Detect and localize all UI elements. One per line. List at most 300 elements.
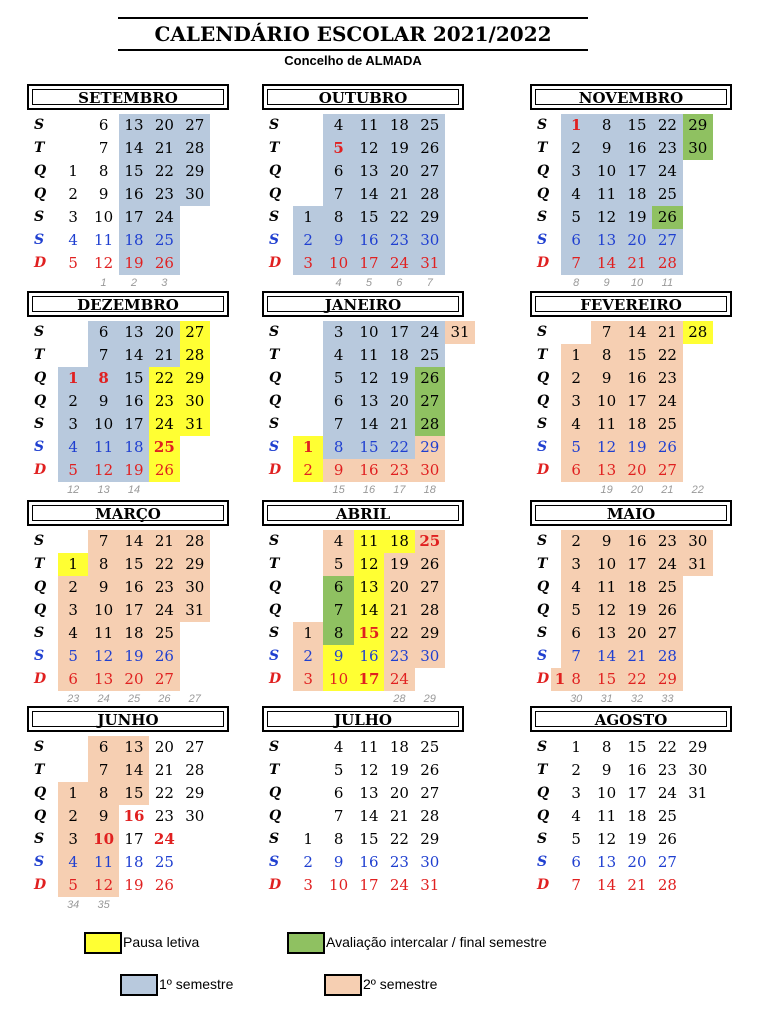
- day-cell: 16: [354, 459, 384, 482]
- weekday-row: [535, 874, 713, 897]
- week-number: 23: [67, 693, 80, 705]
- day-cell: 10: [88, 599, 118, 622]
- day-cell: 29: [688, 738, 708, 756]
- day-cell: 12: [354, 367, 384, 390]
- weekday-label: D: [269, 255, 282, 271]
- month-header: [530, 706, 732, 732]
- day-cell: 12: [94, 254, 114, 272]
- day-cell: 5: [571, 830, 581, 848]
- legend-label-second-semester: 2º semestre: [363, 976, 438, 992]
- day-cell: 25: [657, 807, 677, 825]
- day-cell: [293, 553, 323, 576]
- weekday-label: S: [269, 854, 280, 870]
- weekday-label: D: [34, 877, 47, 893]
- day-cell: 27: [652, 229, 682, 252]
- weekday-label: Q: [34, 370, 47, 386]
- day-cell: 18: [384, 344, 414, 367]
- weekday-row: [535, 344, 713, 367]
- day-cell: 3: [303, 876, 313, 894]
- day-cell: 24: [149, 599, 179, 622]
- day-cell: [180, 206, 210, 229]
- day-cell: 22: [149, 160, 179, 183]
- day-cell: 5: [68, 254, 78, 272]
- day-cell: 10: [94, 208, 114, 226]
- day-cell: 9: [333, 853, 344, 871]
- weekday-row: [267, 229, 445, 252]
- day-cell: 15: [354, 622, 384, 645]
- day-cell: 3: [561, 553, 591, 576]
- day-cell: 16: [622, 137, 652, 160]
- week-number: [58, 275, 88, 291]
- month-header: [262, 706, 464, 732]
- month-header: [262, 84, 464, 110]
- week-numbers: [267, 691, 445, 707]
- day-cell: 30: [180, 183, 210, 206]
- week-number: [323, 691, 353, 707]
- day-cell: 24: [415, 321, 445, 344]
- day-cell: [293, 367, 323, 390]
- month-name: ABRIL: [335, 505, 391, 523]
- day-cell: 25: [415, 530, 445, 553]
- day-cell: 29: [415, 436, 445, 459]
- day-cell: 31: [683, 553, 713, 576]
- day-cell: 27: [185, 738, 205, 756]
- day-cell: 10: [329, 876, 349, 894]
- week-numbers: [535, 691, 713, 707]
- day-cell: 7: [561, 645, 591, 668]
- day-cell: 28: [415, 599, 445, 622]
- day-cell: 21: [154, 761, 174, 779]
- weekday-row: [267, 553, 445, 576]
- day-cell: 21: [652, 321, 682, 344]
- weekday-row: [32, 874, 210, 897]
- day-cell: 25: [652, 183, 682, 206]
- day-cell: 1: [293, 622, 323, 645]
- day-cell: 11: [359, 738, 379, 756]
- day-cell: 14: [119, 137, 149, 160]
- day-cell: 19: [384, 367, 414, 390]
- day-cell: [683, 229, 713, 252]
- weekday-label: T: [537, 556, 548, 572]
- week-number: 4: [335, 277, 342, 289]
- day-cell: 22: [389, 830, 409, 848]
- day-cell: 5: [333, 761, 344, 779]
- day-cell: 18: [384, 114, 414, 137]
- weekday-label: D: [537, 255, 550, 271]
- day-cell: 31: [420, 876, 440, 894]
- weekday-label: D: [269, 877, 282, 893]
- weekday-label: T: [269, 347, 280, 363]
- day-cell: [293, 183, 323, 206]
- day-cell: 16: [123, 807, 145, 825]
- day-cell: 24: [149, 206, 179, 229]
- day-cell: 26: [415, 553, 445, 576]
- day-cell: 5: [561, 436, 591, 459]
- weekday-label: S: [537, 831, 548, 847]
- weekday-label: S: [34, 209, 45, 225]
- day-cell: 3: [58, 828, 88, 851]
- weekday-row: [535, 805, 713, 828]
- weekday-label: S: [34, 416, 45, 432]
- day-cell: 15: [622, 344, 652, 367]
- week-numbers: [32, 691, 210, 707]
- day-cell: 18: [389, 738, 409, 756]
- day-cell: 12: [88, 459, 118, 482]
- day-cell: 5: [58, 459, 88, 482]
- month-days-grid: [535, 736, 713, 913]
- weekday-row: [32, 736, 210, 759]
- weekday-label: Q: [537, 163, 550, 179]
- day-cell: 19: [627, 830, 647, 848]
- day-cell: 23: [652, 530, 682, 553]
- day-cell: 3: [561, 160, 591, 183]
- day-cell: 8: [561, 668, 591, 691]
- day-cell: 20: [384, 576, 414, 599]
- day-cell: 2: [58, 805, 88, 828]
- day-cell: 19: [119, 252, 149, 275]
- day-cell: 14: [354, 183, 384, 206]
- weekday-row: [267, 530, 445, 553]
- day-cell: 20: [627, 853, 647, 871]
- week-number: 31: [600, 693, 613, 705]
- day-cell: 15: [119, 553, 149, 576]
- weekday-label: Q: [269, 393, 282, 409]
- day-cell: 6: [323, 576, 353, 599]
- weekday-label: Q: [537, 602, 550, 618]
- month-header: [530, 500, 732, 526]
- week-number: 9: [603, 277, 610, 289]
- weekday-row: [32, 137, 210, 160]
- day-cell: 10: [591, 390, 621, 413]
- day-cell: [293, 413, 323, 436]
- day-cell: [683, 459, 713, 482]
- day-cell: 15: [622, 114, 652, 137]
- day-cell: 6: [561, 622, 591, 645]
- day-cell: 13: [354, 390, 384, 413]
- day-cell: 22: [384, 206, 414, 229]
- day-cell: 9: [88, 805, 118, 828]
- day-cell: 20: [622, 229, 652, 252]
- weekday-label: Q: [34, 579, 47, 595]
- month-header: [27, 84, 229, 110]
- day-cell: 7: [98, 139, 109, 157]
- day-cell: 30: [415, 229, 445, 252]
- weekday-label: S: [34, 439, 45, 455]
- day-cell: 30: [688, 761, 708, 779]
- day-cell: 13: [354, 576, 384, 599]
- day-cell: 19: [384, 137, 414, 160]
- page-title: CALENDÁRIO ESCOLAR 2021/2022: [154, 22, 552, 46]
- day-cell: 24: [652, 390, 682, 413]
- day-cell: 3: [571, 784, 581, 802]
- month-days-grid: [535, 321, 713, 498]
- day-cell: 12: [354, 553, 384, 576]
- weekday-row: [267, 206, 445, 229]
- day-cell: 14: [622, 321, 652, 344]
- week-number: 14: [127, 484, 141, 496]
- day-cell: 19: [622, 436, 652, 459]
- day-cell: 13: [591, 622, 621, 645]
- month-header: [530, 291, 732, 317]
- weekday-label: T: [269, 140, 280, 156]
- day-cell: 8: [88, 367, 118, 390]
- weekday-label: S: [537, 739, 548, 755]
- day-cell: [180, 459, 210, 482]
- weekday-label: Q: [537, 785, 550, 801]
- weekday-row: [535, 782, 713, 805]
- day-cell: 13: [88, 668, 118, 691]
- weekday-label: S: [537, 439, 548, 455]
- day-cell: 22: [652, 344, 682, 367]
- weekday-row: [32, 344, 210, 367]
- day-cell: 8: [323, 436, 353, 459]
- week-number: 2: [130, 277, 138, 289]
- weekday-label: S: [537, 232, 548, 248]
- day-cell: [683, 622, 713, 645]
- weekday-row: [535, 183, 713, 206]
- day-cell: 12: [88, 874, 118, 897]
- day-cell: 28: [180, 530, 210, 553]
- weekday-label: Q: [34, 163, 47, 179]
- day-cell: 14: [591, 252, 621, 275]
- month-days-grid: [267, 321, 445, 498]
- weekday-label: S: [34, 739, 45, 755]
- day-cell: 22: [652, 114, 682, 137]
- day-cell: 7: [333, 807, 344, 825]
- day-cell: 6: [98, 116, 109, 134]
- week-numbers: [32, 897, 210, 913]
- weekday-label: D: [34, 462, 47, 478]
- day-cell: 5: [323, 553, 353, 576]
- weekday-row: [267, 183, 445, 206]
- day-cell: 29: [180, 553, 210, 576]
- weekday-label: Q: [537, 370, 550, 386]
- weekday-label: S: [34, 324, 45, 340]
- weekday-row: [267, 413, 445, 436]
- weekday-row: [535, 436, 713, 459]
- day-cell: 2: [58, 390, 88, 413]
- day-cell: 6: [571, 853, 581, 871]
- weekday-label: S: [269, 416, 280, 432]
- day-cell: 1: [571, 738, 581, 756]
- day-cell: 27: [415, 160, 445, 183]
- weekday-label: Q: [269, 808, 282, 824]
- day-cell: [180, 252, 210, 275]
- day-cell: 6: [333, 784, 344, 802]
- day-cell: 10: [591, 553, 621, 576]
- month-header: [262, 291, 464, 317]
- month-days-grid: [267, 114, 445, 291]
- weekday-row: [535, 759, 713, 782]
- day-cell: 24: [384, 668, 414, 691]
- day-cell: 19: [384, 553, 414, 576]
- day-cell: [561, 321, 591, 344]
- weekday-row: [32, 759, 210, 782]
- day-cell: 8: [601, 738, 612, 756]
- day-cell: [683, 436, 713, 459]
- week-number: 17: [393, 484, 406, 496]
- day-cell: 17: [119, 206, 149, 229]
- day-cell: 13: [119, 114, 149, 137]
- day-cell: 10: [591, 160, 621, 183]
- day-cell: 1: [303, 830, 313, 848]
- week-number: 29: [423, 693, 436, 705]
- day-cell: [58, 344, 88, 367]
- day-cell: 10: [354, 321, 384, 344]
- weekday-label: T: [34, 762, 45, 778]
- day-cell: 17: [622, 553, 652, 576]
- day-cell: 6: [58, 668, 88, 691]
- weekday-label: Q: [269, 163, 282, 179]
- weekday-row: [535, 229, 713, 252]
- day-cell: 19: [119, 645, 149, 668]
- day-cell: 6: [88, 736, 118, 759]
- weekday-row: [535, 252, 713, 275]
- day-cell: 24: [657, 784, 677, 802]
- day-cell: 2: [58, 576, 88, 599]
- day-cell: 2: [571, 761, 581, 779]
- day-cell: 14: [597, 876, 617, 894]
- weekday-row: [267, 137, 445, 160]
- day-cell: 16: [359, 853, 379, 871]
- weekday-row: [32, 252, 210, 275]
- legend-second-semester: [324, 972, 437, 996]
- day-cell: [293, 782, 323, 805]
- day-cell: 19: [119, 459, 149, 482]
- title-rule-top: [118, 17, 588, 19]
- weekday-label: D: [34, 671, 47, 687]
- week-number: [293, 482, 323, 498]
- weekday-label: Q: [34, 808, 47, 824]
- day-cell: [180, 229, 210, 252]
- legend-swatch-pause: [84, 932, 122, 954]
- day-cell: 3: [68, 208, 78, 226]
- day-cell: 12: [359, 761, 379, 779]
- day-cell: 25: [149, 622, 179, 645]
- day-cell: 30: [180, 390, 210, 413]
- day-cell: 25: [652, 576, 682, 599]
- weekday-label: T: [34, 347, 45, 363]
- weekday-row: [32, 668, 210, 691]
- weekday-label: S: [269, 533, 280, 549]
- day-cell: 8: [88, 782, 118, 805]
- day-cell: 1: [561, 344, 591, 367]
- day-cell: 21: [384, 413, 414, 436]
- day-cell: 10: [323, 668, 353, 691]
- weekday-label: S: [269, 117, 280, 133]
- day-cell: 6: [323, 160, 353, 183]
- day-cell: 4: [68, 231, 78, 249]
- day-cell-extra: 31: [445, 321, 475, 344]
- day-cell: 19: [622, 599, 652, 622]
- day-cell: 21: [149, 137, 179, 160]
- weekday-row: [535, 160, 713, 183]
- day-cell: 17: [119, 599, 149, 622]
- day-cell: 7: [591, 321, 621, 344]
- weekday-label: S: [537, 209, 548, 225]
- day-cell: 12: [591, 599, 621, 622]
- day-cell: 23: [389, 853, 409, 871]
- weekday-row: [267, 321, 445, 344]
- day-cell: 3: [293, 252, 323, 275]
- legend-swatch-first-semester: [120, 974, 158, 996]
- weekday-row: [535, 321, 713, 344]
- week-number: 5: [365, 277, 373, 289]
- day-cell: 16: [354, 645, 384, 668]
- weekday-row: [32, 782, 210, 805]
- month-header: [27, 500, 229, 526]
- week-number: 26: [158, 693, 171, 705]
- day-cell: 5: [58, 645, 88, 668]
- day-cell: 19: [622, 206, 652, 229]
- day-cell: 22: [657, 738, 677, 756]
- day-cell: 8: [333, 830, 344, 848]
- day-cell: [58, 759, 88, 782]
- day-cell: 16: [119, 390, 149, 413]
- day-cell: [293, 137, 323, 160]
- week-numbers: [267, 275, 445, 291]
- weekday-row: [267, 114, 445, 137]
- weekday-label: S: [269, 625, 280, 641]
- day-cell: 21: [627, 876, 647, 894]
- week-number: 27: [188, 693, 201, 705]
- week-number: 34: [67, 899, 80, 911]
- day-cell: 26: [149, 252, 179, 275]
- day-cell: [683, 367, 713, 390]
- weekday-label: Q: [537, 186, 550, 202]
- week-number: 24: [97, 693, 110, 705]
- day-cell: 21: [384, 599, 414, 622]
- day-cell: 13: [591, 459, 621, 482]
- week-number: 32: [630, 693, 644, 705]
- weekday-row: [535, 576, 713, 599]
- day-cell: 26: [149, 459, 179, 482]
- day-cell: 15: [354, 206, 384, 229]
- day-cell: 12: [597, 830, 617, 848]
- weekday-row: [267, 805, 445, 828]
- day-cell: 7: [571, 876, 581, 894]
- day-cell: 28: [652, 645, 682, 668]
- month-name: SETEMBRO: [78, 89, 178, 107]
- weekday-row: [267, 645, 445, 668]
- day-cell: 28: [415, 413, 445, 436]
- weekday-label: Q: [34, 602, 47, 618]
- day-cell: 27: [180, 321, 210, 344]
- day-cell: 23: [657, 761, 677, 779]
- day-cell: 11: [354, 114, 384, 137]
- day-cell: 14: [354, 413, 384, 436]
- day-cell: [683, 413, 713, 436]
- week-number: 11: [661, 277, 674, 289]
- day-cell: 25: [154, 853, 174, 871]
- day-cell: 1: [68, 162, 78, 180]
- weekday-row: [32, 459, 210, 482]
- day-cell: 19: [389, 761, 409, 779]
- weekday-row: [32, 576, 210, 599]
- weekday-row: [535, 459, 713, 482]
- day-cell: 15: [591, 668, 621, 691]
- week-number: [293, 275, 323, 291]
- day-cell: 12: [88, 645, 118, 668]
- day-cell: 23: [652, 137, 682, 160]
- day-cell: 25: [420, 738, 440, 756]
- page-subtitle: Concelho de ALMADA: [284, 53, 422, 68]
- week-number: 28: [393, 693, 406, 705]
- day-cell: 2: [561, 530, 591, 553]
- day-cell: 26: [657, 830, 677, 848]
- day-cell: 20: [149, 114, 179, 137]
- day-cell: 28: [652, 252, 682, 275]
